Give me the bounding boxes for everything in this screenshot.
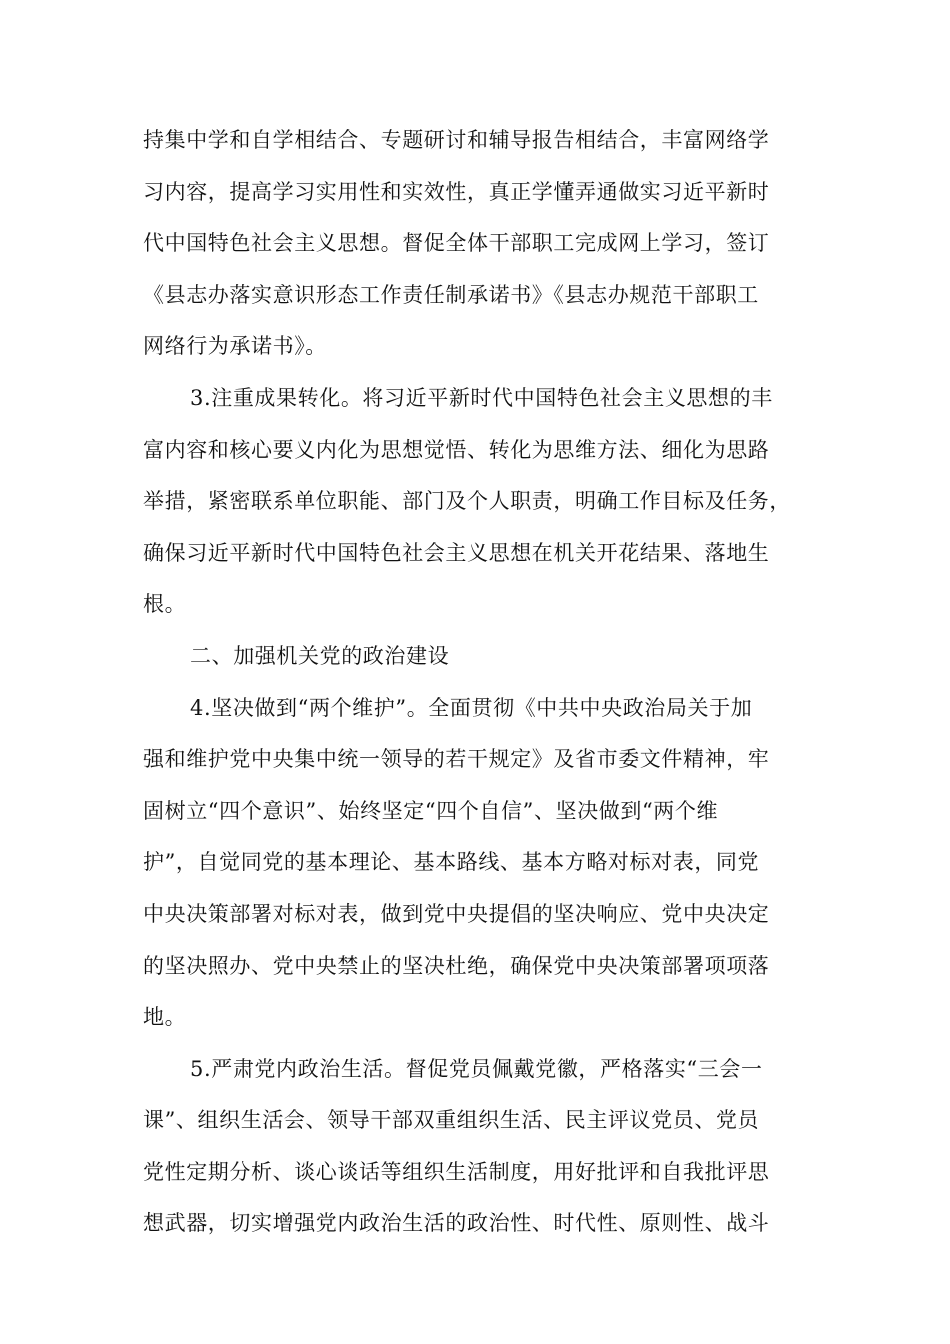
text-line: 的坚决照办、党中央禁止的坚决杜绝，确保党中央决策部署项项落	[143, 953, 770, 978]
text-line: 持集中学和自学相结合、专题研讨和辅导报告相结合，丰富网络学	[143, 128, 770, 152]
text-line: 代中国特色社会主义思想。督促全体干部职工完成网上学习，签订	[143, 231, 770, 256]
text-line: 想武器，切实增强党内政治生活的政治性、时代性、原则性、战斗	[143, 1211, 770, 1236]
text-line: 富内容和核心要义内化为思想觉悟、转化为思维方法、细化为思路	[143, 437, 770, 462]
section-heading: 二、加强机关党的政治建设	[190, 643, 450, 668]
text-line: 固树立“四个意识”、始终坚定“四个自信”、坚决做到“两个维	[143, 798, 719, 823]
document-body	[143, 115, 833, 1250]
text-line: 地。	[143, 1005, 187, 1030]
paragraph-start-line: 5.严肃党内政治生活。督促党员佩戴党徽，严格落实“三会一	[190, 1056, 763, 1081]
text-line: 举措，紧密联系单位职能、部门及个人职责，明确工作目标及任务，	[143, 489, 791, 514]
text-line: 《县志办落实意识形态工作责任制承诺书》《县志办规范干部职工	[143, 282, 759, 307]
text-line: 中央决策部署对标对表，做到党中央提倡的坚决响应、党中央决定	[143, 901, 770, 926]
text-line: 根。	[143, 592, 187, 617]
text-line: 课”、组织生活会、领导干部双重组织生活、民主评议党员、党员	[143, 1108, 760, 1133]
text-line: 习内容，提高学习实用性和实效性，真正学懂弄通做实习近平新时	[143, 179, 770, 204]
paragraph-start-line: 4.坚决做到“两个维护”。全面贯彻《中共中央政治局关于加	[190, 695, 753, 720]
text-line: 党性定期分析、谈心谈话等组织生活制度，用好批评和自我批评思	[143, 1159, 770, 1184]
text-line: 护”，自觉同党的基本理论、基本路线、基本方略对标对表，同党	[143, 850, 760, 875]
text-line: 确保习近平新时代中国特色社会主义思想在机关开花结果、落地生	[143, 540, 770, 565]
text-line: 强和维护党中央集中统一领导的若干规定》及省市委文件精神，牢	[143, 747, 770, 772]
paragraph-start-line: 3.注重成果转化。将习近平新时代中国特色社会主义思想的丰	[190, 385, 773, 410]
text-line: 网络行为承诺书》。	[143, 334, 327, 359]
